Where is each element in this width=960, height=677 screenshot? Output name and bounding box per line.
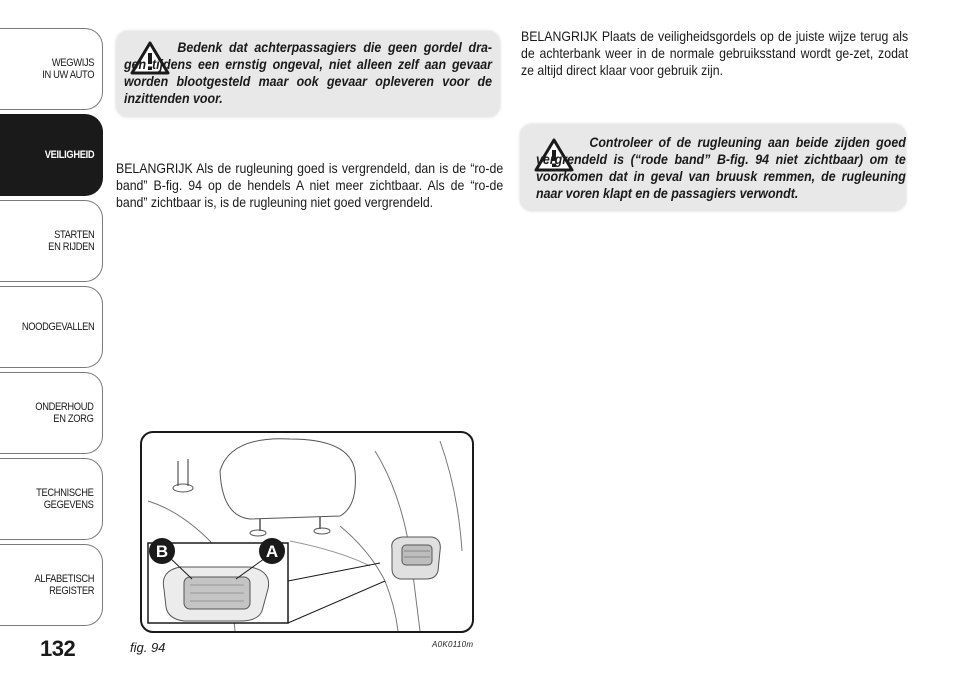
page-number: 132 [40, 636, 76, 661]
tab-label: STARTEN EN RIJDEN [47, 229, 94, 253]
tab-label: TECHNISCHE GEGEVENS [36, 487, 94, 511]
warning-text-left: Bedenk dat achterpassagiers die geen gordel dra-gen tijdens een ernstig ongeval, niet alleen zelf aan gevaar worden blootgesteld maar ook gevaar opleveren voor de inzittenden voor. [124, 40, 493, 106]
tab-starten[interactable] [0, 200, 103, 282]
paragraph-left: BELANGRIJK Als de rugleuning goed is vergrendeld, dan is de “ro-de band” B-fig. 94 op de hendels A niet meer zichtbaar. Als de “ro-de band” zichtbaar is, is de rugleuning niet goed vergrendeld. [116, 160, 504, 210]
tab-alfabetisch[interactable] [0, 544, 103, 626]
tab-label: ALFABETISCH REGISTER [34, 573, 94, 597]
tab-technische[interactable] [0, 458, 103, 540]
callout-label-b: B [155, 542, 169, 561]
tab-label: WEGWIJS IN UW AUTO [41, 57, 94, 81]
figure-caption: fig. 94 [130, 640, 166, 655]
tab-onderhoud[interactable] [0, 372, 103, 454]
warning-text-right: Controleer of de rugleuning aan beide zijden goed vergrendeld is (“rode band” B-fig. 94 niet zichtbaar) om te voorkomen dat in geval van bruusk remmen, de rugleuning naar voren klapt en de passagiers verwondt. [536, 135, 906, 201]
warning-box-left [116, 31, 500, 117]
paragraph-right: BELANGRIJK Plaats de veiligheidsgordels op de juiste wijze terug als de achterbank weer in de normale gebruiksstand wordt ge-zet, zodat ze altijd direct klaar voor gebruik zijn. [521, 28, 909, 78]
tab-noodgevallen[interactable] [0, 286, 103, 368]
warning-box-right [520, 124, 906, 211]
tab-wegwijs[interactable] [0, 28, 103, 110]
tab-label: ONDERHOUD EN ZORG [35, 401, 94, 425]
callout-label-a: A [265, 542, 279, 561]
tab-veiligheid[interactable] [0, 114, 103, 196]
figure-code: A0K0110m [432, 640, 474, 649]
seat-lever-illustration [140, 431, 474, 633]
tab-label: NOODGEVALLEN [21, 321, 94, 333]
tab-label: VEILIGHEID [44, 149, 94, 161]
